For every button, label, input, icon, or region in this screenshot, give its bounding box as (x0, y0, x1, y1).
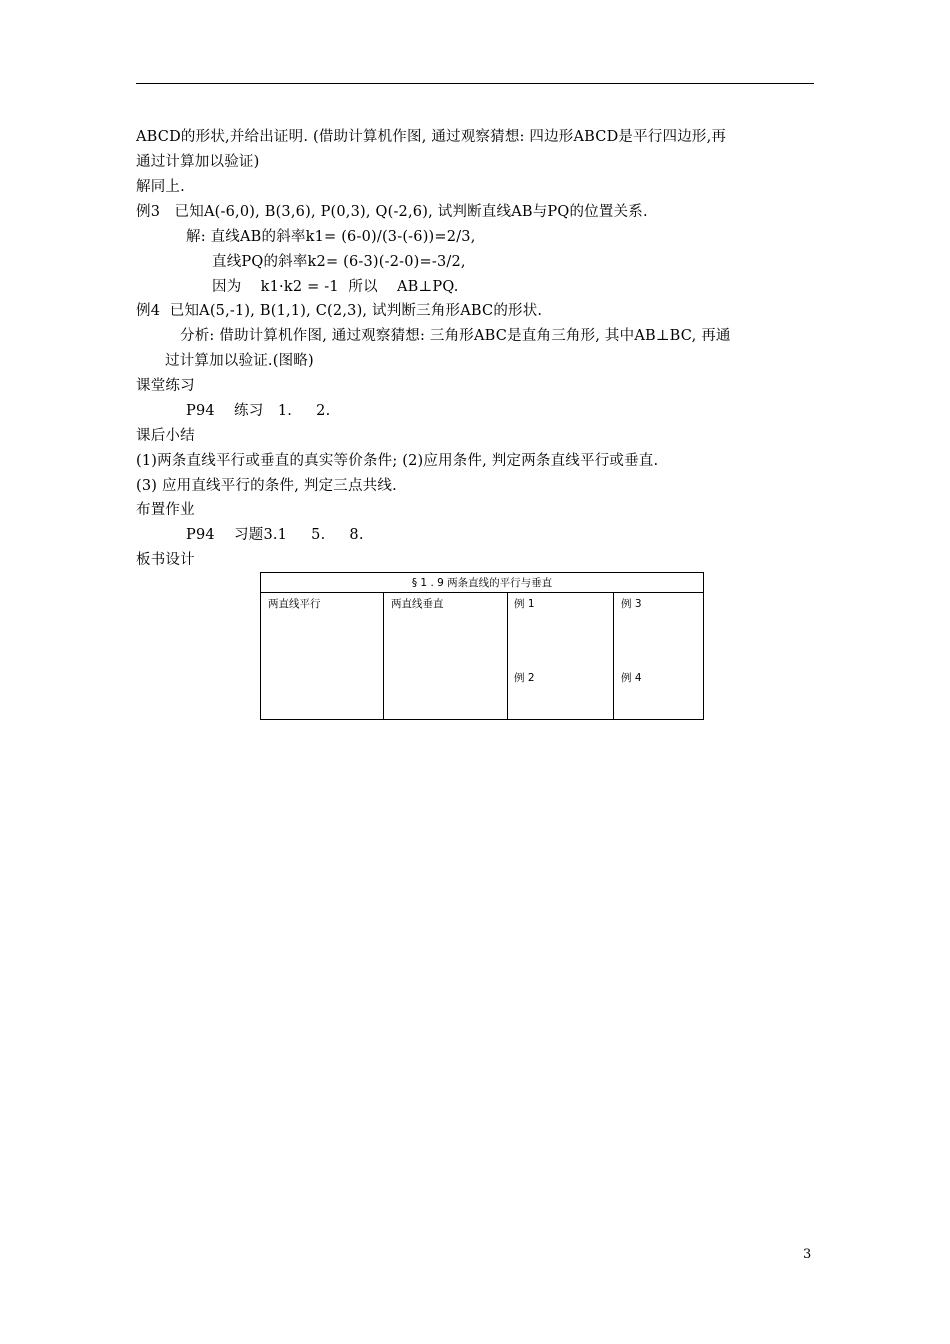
board-cell-perpendicular: 两直线垂直 (391, 598, 444, 610)
practice-items: P94 练习 1. 2. (186, 403, 331, 419)
example-4-line: 例4 已知A(5,-1), B(1,1), C(2,3), 试判断三角形ABC的形状. (136, 303, 543, 319)
solution-line-3: 因为 k1·k2 = -1 所以 AB⊥PQ. (212, 279, 459, 295)
homework-items: P94 习题3.1 5. 8. (186, 527, 364, 543)
solution-line-1: 解: 直线AB的斜率k1= (6-0)/(3-(-6))=2/3, (186, 229, 476, 245)
text-line-3: 解同上. (136, 179, 185, 195)
analysis-line-2: 过计算加以验证.(图略) (165, 353, 314, 369)
header-rule (136, 83, 814, 84)
board-divider-1 (383, 593, 384, 719)
solution-line-2: 直线PQ的斜率k2= (6-3)(-2-0)=-3/2, (212, 254, 466, 270)
board-cell-example-1: 例 1 (514, 598, 535, 610)
analysis-line-1: 分析: 借助计算机作图, 通过观察猜想: 三角形ABC是直角三角形, 其中AB⊥BC, 再通 (180, 328, 731, 344)
board-cell-example-3: 例 3 (621, 598, 642, 610)
page-number: 3 (803, 1247, 812, 1262)
section-board-design: 板书设计 (136, 552, 195, 568)
board-cell-example-4: 例 4 (621, 672, 642, 684)
section-class-practice: 课堂练习 (136, 378, 195, 394)
board-title: § 1 . 9 两条直线的平行与垂直 (261, 573, 703, 593)
board-cell-parallel: 两直线平行 (268, 598, 321, 610)
board-cell-example-2: 例 2 (514, 672, 535, 684)
text-line-1: ABCD的形状,并给出证明. (借助计算机作图, 通过观察猜想: 四边形ABCD是平行四边形,再 (136, 129, 727, 145)
section-homework: 布置作业 (136, 502, 195, 518)
example-3-line: 例3 已知A(-6,0), B(3,6), P(0,3), Q(-2,6), 试判断直线AB与PQ的位置关系. (136, 204, 648, 220)
board-design-table (260, 572, 704, 720)
board-divider-3 (613, 593, 614, 719)
summary-line-1: (1)两条直线平行或垂直的真实等价条件; (2)应用条件, 判定两条直线平行或垂直. (136, 453, 659, 469)
section-summary: 课后小结 (136, 428, 195, 444)
summary-line-2: (3) 应用直线平行的条件, 判定三点共线. (136, 478, 397, 494)
board-divider-2 (507, 593, 508, 719)
text-line-2: 通过计算加以验证) (136, 154, 260, 170)
